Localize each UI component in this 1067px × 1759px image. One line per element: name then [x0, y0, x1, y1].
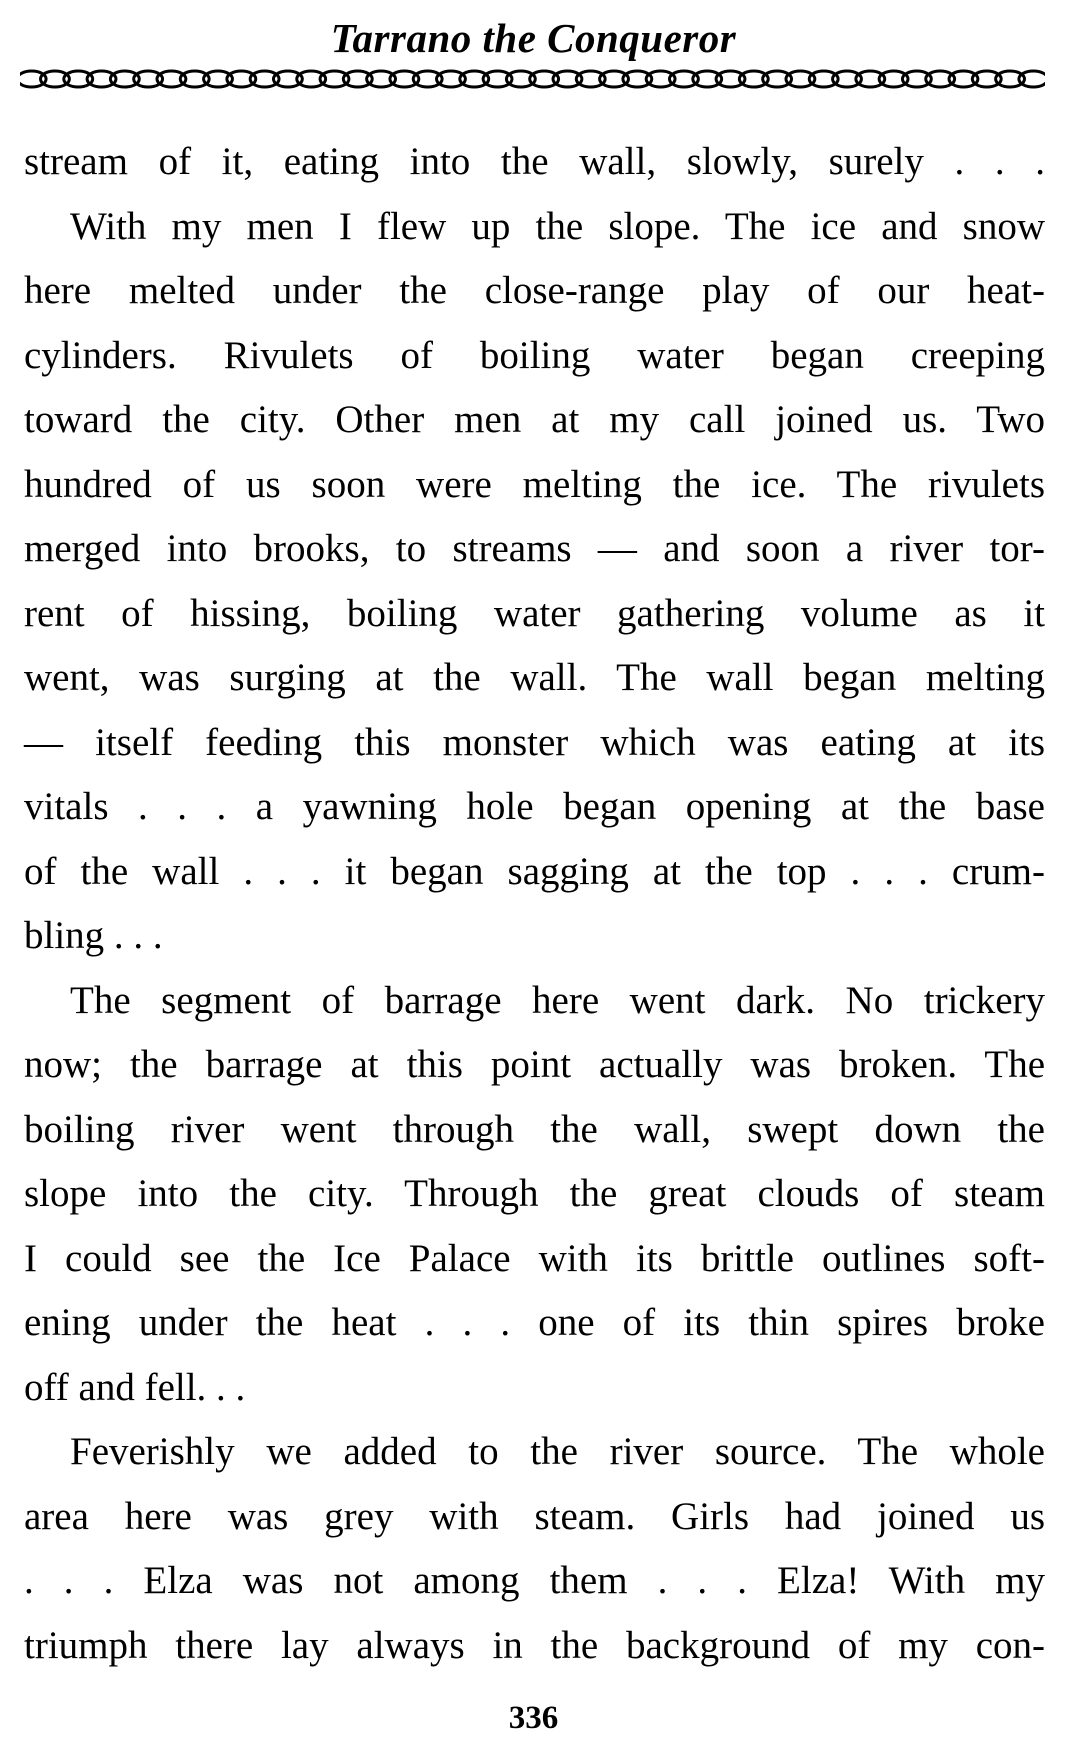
text-line: bling . . . [24, 914, 163, 957]
text-line: slope into the city. Through the great clouds of steam [24, 1172, 1045, 1215]
text-line: I could see the Ice Palace with its brittle outlines soft- [24, 1236, 1045, 1280]
text-line: cylinders. Rivulets of boiling water began creeping [24, 333, 1045, 377]
ornament-border [20, 68, 1045, 90]
text-line: area here was grey with steam. Girls had joined us [24, 1494, 1045, 1538]
body-text [24, 130, 1045, 1678]
text-line: triumph there lay always in the background of my con- [24, 1623, 1045, 1667]
text-line: off and fell. . . [24, 1365, 246, 1409]
text-line: With my men I flew up the slope. The ice and snow [70, 204, 1045, 248]
text-line: now; the barrage at this point actually was broken. The [24, 1043, 1045, 1086]
text-line: . . . Elza was not among them . . . Elza! With my [24, 1559, 1045, 1602]
text-line: rent of hissing, boiling water gathering volume as it [24, 591, 1045, 635]
text-line: boiling river went through the wall, swept down the [24, 1107, 1045, 1151]
running-head: Tarrano the Conqueror [330, 15, 737, 61]
ornament-link [1019, 71, 1045, 87]
text-line: went, was surging at the wall. The wall began melting [24, 656, 1045, 699]
text-line: hundred of us soon were melting the ice. The rivulets [24, 462, 1045, 506]
page-number: 336 [508, 1700, 559, 1736]
text-line: merged into brooks, to streams — and soon a river tor- [24, 527, 1045, 570]
text-line: The segment of barrage here went dark. No trickery [70, 978, 1045, 1022]
text-line: here melted under the close-range play of our heat- [24, 269, 1045, 312]
text-line: Feverishly we added to the river source. The whole [70, 1430, 1045, 1473]
text-line: toward the city. Other men at my call joined us. Two [24, 398, 1045, 441]
text-line: of the wall . . . it began sagging at the top . . . crum- [24, 849, 1045, 893]
text-line: vitals . . . a yawning hole began opening at the base [24, 785, 1045, 828]
text-line: stream of it, eating into the wall, slowly, surely . . . [24, 140, 1045, 183]
text-line: ening under the heat . . . one of its thin spires broke [24, 1301, 1045, 1344]
text-line: — itself feeding this monster which was eating at its [24, 720, 1045, 764]
